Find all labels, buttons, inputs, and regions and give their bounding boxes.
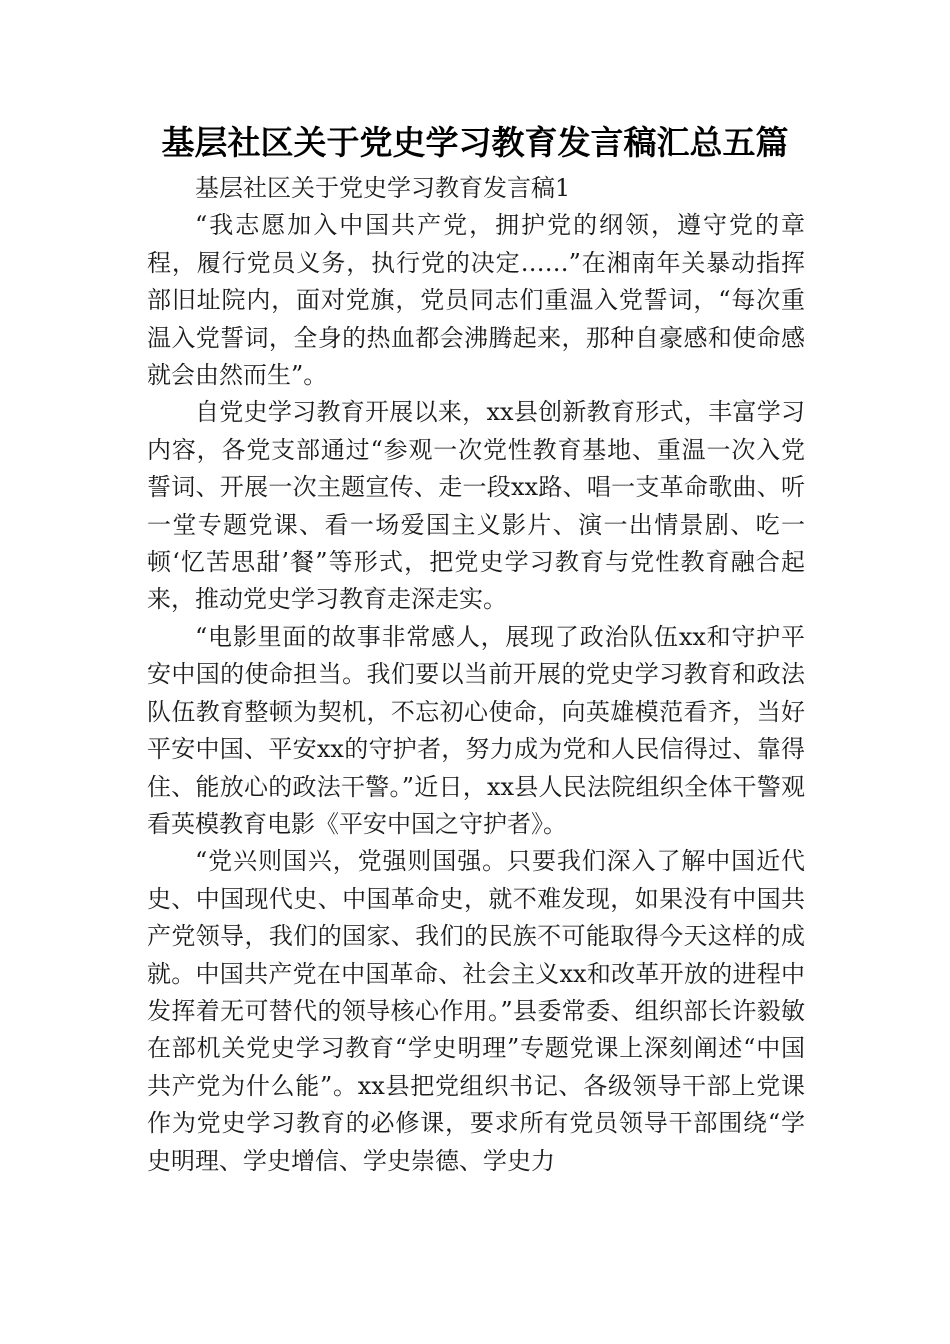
paragraph-3: “电影里面的故事非常感人，展现了政治队伍xx和守护平安中国的使命担当。我们要以当前开展的党史学习教育和政法队伍教育整顿为契机，不忘初心使命，向英雄模范看齐，当好平安中国、平安xx的守护者，努力成为党和人民信得过、靠得住、能放心的政法干警。”近日，xx县人民法院组织全体干警观看英模教育电影《平安中国之守护者》。 (147, 622, 805, 838)
document-title: 基层社区关于党史学习教育发言稿汇总五篇 (161, 123, 789, 162)
paragraph-1: “我志愿加入中国共产党，拥护党的纲领，遵守党的章程，履行党员义务，执行党的决定……”在湘南年关暴动指挥部旧址院内，面对党旗，党员同志们重温入党誓词，“每次重温入党誓词，全身的热血都会沸腾起来，那种自豪感和使命感就会由然而生”。 (147, 211, 805, 390)
paragraph-4: “党兴则国兴，党强则国强。只要我们深入了解中国近代史、中国现代史、中国革命史，就不难发现，如果没有中国共产党领导，我们的国家、我们的民族不可能取得今天这样的成就。中国共产党在中国革命、社会主义xx和改革开放的进程中发挥着无可替代的领导核心作用。”县委常委、组织部长许毅敏在部机关党史学习教育“学史明理”专题党课上深刻阐述“中国共产党为什么能”。xx县把党组织书记、各级领导干部上党课作为党史学习教育的必修课，要求所有党员领导干部围绕“学史明理、学史增信、学史崇德、学史力 (147, 847, 805, 1175)
paragraph-2: 自党史学习教育开展以来，xx县创新教育形式，丰富学习内容，各党支部通过“参观一次党性教育基地、重温一次入党誓词、开展一次主题宣传、走一段xx路、唱一支革命歌曲、听一堂专题党课、看一场爱国主义影片、演一出情景剧、吃一顿‘忆苦思甜’餐”等形式，把党史学习教育与党性教育融合起来，推动党史学习教育走深走实。 (147, 398, 805, 614)
document-body (147, 170, 805, 1180)
section-heading: 基层社区关于党史学习教育发言稿1 (195, 174, 571, 202)
